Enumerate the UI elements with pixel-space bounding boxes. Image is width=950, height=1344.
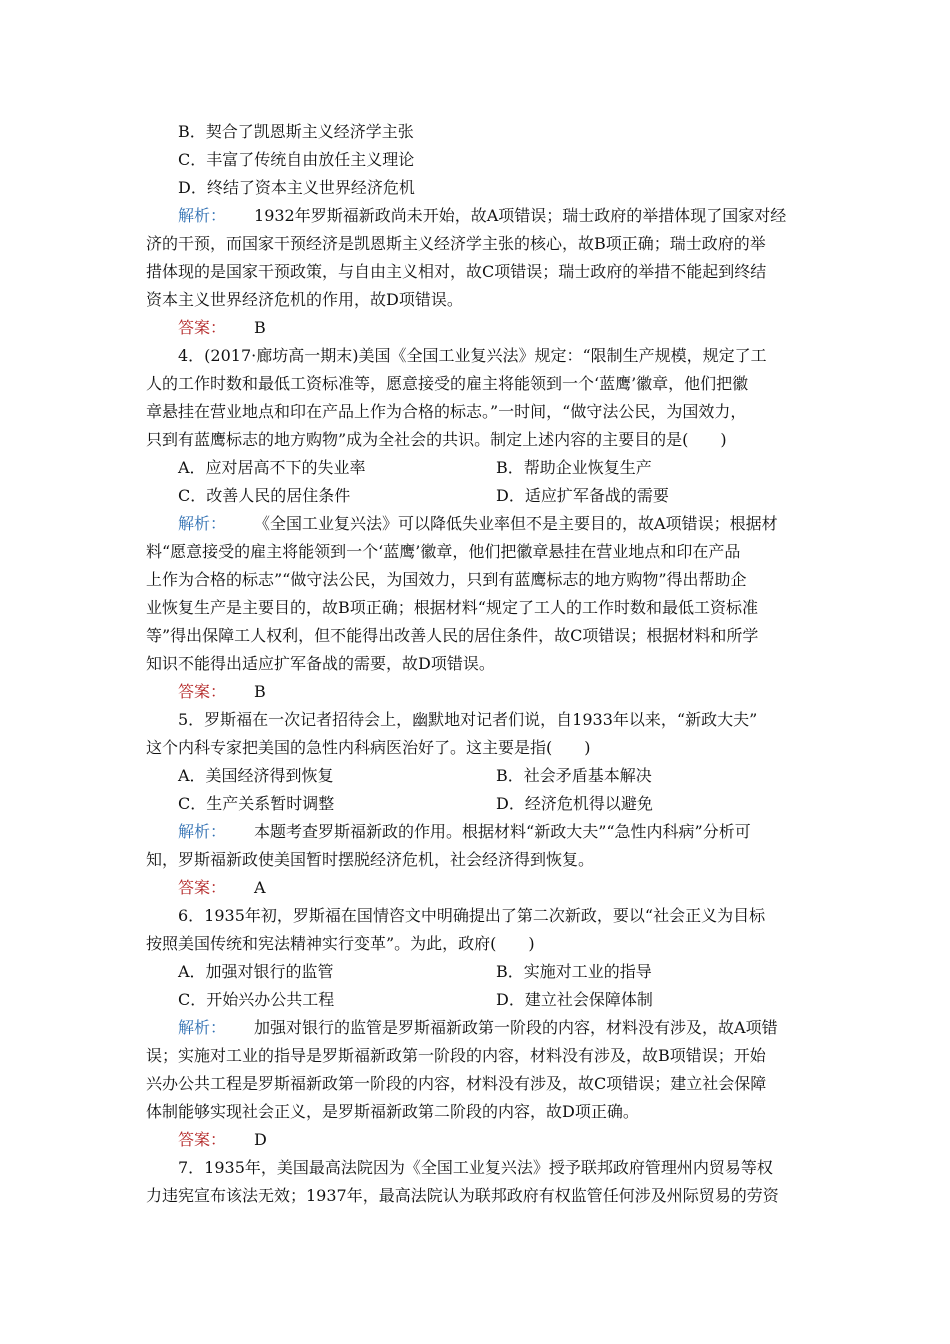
- q4-stem-line-3: 章悬挂在营业地点和印在产品上作为合格的标志。”一时间，“做守法公民，为国效力，: [146, 402, 747, 421]
- q6-options-row-1: [178, 962, 848, 982]
- q6-stem-line-1: 6．1935年初，罗斯福在国情咨文中明确提出了第二次新政，要以“社会正义为目标: [178, 906, 766, 925]
- answer-label: 答案：: [178, 1130, 227, 1149]
- q4-analysis-line-4: 业恢复生产是主要目的，故B项正确；根据材料“规定了工人的工作时数和最低工资标准: [146, 598, 758, 617]
- q5-stem-line-2: 这个内科专家把美国的急性内科病医治好了。这主要是指( ): [146, 738, 591, 757]
- q4-analysis-line-1: 解析： 《全国工业复兴法》可以降低失业率但不是主要目的，故A项错误；根据材: [178, 514, 778, 533]
- answer-label: 答案：: [178, 878, 227, 897]
- q5-option-d: D．经济危机得以避免: [496, 794, 653, 813]
- q4-option-c: C．改善人民的居住条件: [178, 486, 351, 505]
- q4-analysis-line-6: 知识不能得出适应扩军备战的需要，故D项错误。: [146, 654, 495, 673]
- q4-analysis-line-5: 等”得出保障工人权利，但不能得出改善人民的居住条件，故C项错误；根据材料和所学: [146, 626, 759, 645]
- q4-options-row-1: [178, 458, 848, 478]
- q5-options-row-2: [178, 794, 848, 814]
- q6-option-d: D．建立社会保障体制: [496, 990, 653, 1009]
- q4-options-row-2: [178, 486, 848, 506]
- q4-option-a: A．应对居高不下的失业率: [178, 458, 366, 477]
- q7-stem-line-1: 7．1935年，美国最高法院因为《全国工业复兴法》授予联邦政府管理州内贸易等权: [178, 1158, 773, 1177]
- q5-option-c: C．生产关系暂时调整: [178, 794, 335, 813]
- q6-analysis-line-3: 兴办公共工程是罗斯福新政第一阶段的内容，材料没有涉及，故C项错误；建立社会保障: [146, 1074, 767, 1093]
- q3-analysis-line-2: 济的干预，而国家干预经济是凯恩斯主义经济学主张的核心，故B项正确；瑞士政府的举: [146, 234, 766, 253]
- q4-analysis-line-2: 料“愿意接受的雇主将能领到一个‘蓝鹰’徽章，他们把徽章悬挂在营业地点和印在产品: [146, 542, 741, 561]
- q3-analysis-line-1: 解析： 1932年罗斯福新政尚未开始，故A项错误；瑞士政府的举措体现了国家对经: [178, 206, 787, 225]
- q6-analysis-line-2: 误；实施对工业的指导是罗斯福新政第一阶段的内容，材料没有涉及，故B项错误；开始: [146, 1046, 766, 1065]
- q6-option-c: C．开始兴办公共工程: [178, 990, 335, 1009]
- q4-answer: 答案： B: [178, 682, 266, 701]
- q3-option-c: C．丰富了传统自由放任主义理论: [178, 150, 415, 169]
- q6-option-a: A．加强对银行的监管: [178, 962, 334, 981]
- analysis-label: 解析：: [178, 1018, 227, 1037]
- q7-stem-line-2: 力违宪宣布该法无效；1937年，最高法院认为联邦政府有权监管任何涉及州际贸易的劳资: [146, 1186, 779, 1205]
- q5-stem-line-1: 5．罗斯福在一次记者招待会上，幽默地对记者们说，自1933年以来，“新政大夫”: [178, 710, 758, 729]
- q3-analysis-line-4: 资本主义世界经济危机的作用，故D项错误。: [146, 290, 463, 309]
- answer-label: 答案：: [178, 682, 227, 701]
- q4-analysis-line-3: 上作为合格的标志”“做守法公民，为国效力，只到有蓝鹰标志的地方购物”得出帮助企: [146, 570, 747, 589]
- q4-stem-line-2: 人的工作时数和最低工资标准等，愿意接受的雇主将能领到一个‘蓝鹰’徽章，他们把徽: [146, 374, 749, 393]
- q4-stem-line-1: 4．(2017·廊坊高一期末)美国《全国工业复兴法》规定：“限制生产规模，规定了工: [178, 346, 767, 365]
- q5-analysis-line-2: 知，罗斯福新政使美国暂时摆脱经济危机，社会经济得到恢复。: [146, 850, 595, 869]
- q5-option-a: A．美国经济得到恢复: [178, 766, 334, 785]
- q4-stem-line-4: 只到有蓝鹰标志的地方购物”成为全社会的共识。制定上述内容的主要目的是( ): [146, 430, 727, 449]
- analysis-label: 解析：: [178, 822, 227, 841]
- q4-option-d: D．适应扩军备战的需要: [496, 486, 669, 505]
- q3-answer: 答案： B: [178, 318, 266, 337]
- analysis-label: 解析：: [178, 514, 227, 533]
- q6-answer: 答案： D: [178, 1130, 267, 1149]
- q5-option-b: B．社会矛盾基本解决: [496, 766, 652, 785]
- answer-label: 答案：: [178, 318, 227, 337]
- q5-answer: 答案： A: [178, 878, 266, 897]
- q4-option-b: B．帮助企业恢复生产: [496, 458, 652, 477]
- q6-stem-line-2: 按照美国传统和宪法精神实行变革”。为此，政府( ): [146, 934, 535, 953]
- q6-analysis-line-4: 体制能够实现社会正义，是罗斯福新政第二阶段的内容，故D项正确。: [146, 1102, 639, 1121]
- q3-analysis-line-3: 措体现的是国家干预政策，与自由主义相对，故C项错误；瑞士政府的举措不能起到终结: [146, 262, 767, 281]
- analysis-label: 解析：: [178, 206, 227, 225]
- q5-options-row-1: [178, 766, 848, 786]
- q6-analysis-line-1: 解析： 加强对银行的监管是罗斯福新政第一阶段的内容，材料没有涉及，故A项错: [178, 1018, 778, 1037]
- q3-option-d: D．终结了资本主义世界经济危机: [178, 178, 415, 197]
- q6-options-row-2: [178, 990, 848, 1010]
- q5-analysis-line-1: 解析： 本题考查罗斯福新政的作用。根据材料“新政大夫”“急性内科病”分析可: [178, 822, 751, 841]
- q3-option-b: B．契合了凯恩斯主义经济学主张: [178, 122, 414, 141]
- q6-option-b: B．实施对工业的指导: [496, 962, 652, 981]
